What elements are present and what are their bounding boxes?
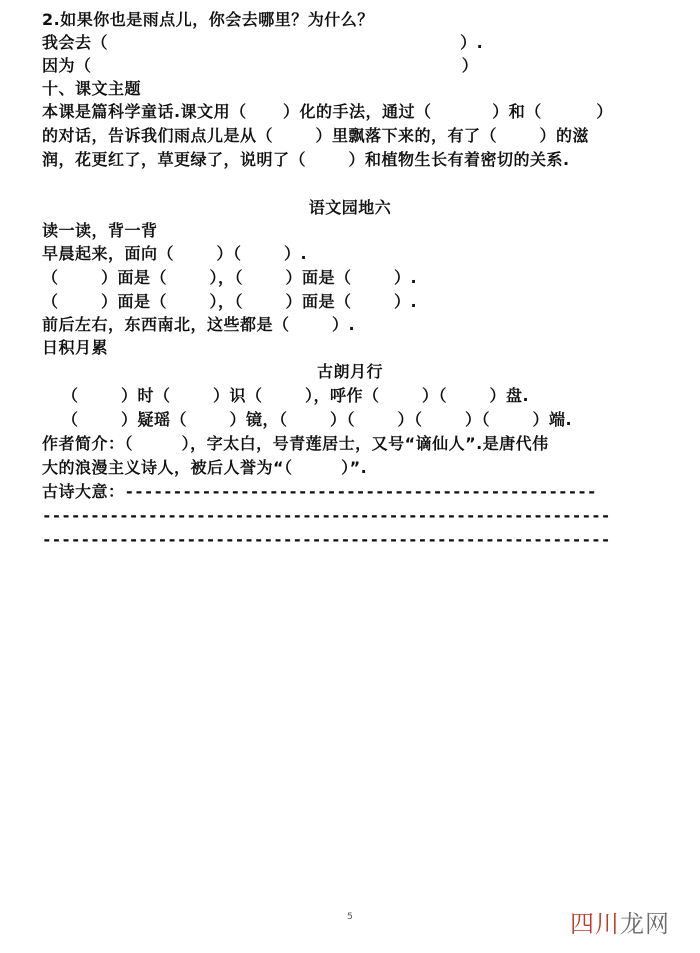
theme-line-2: 的对话，告诉我们雨点儿是从（ ）里飘落下来的，有了（ ）的滋 bbox=[42, 126, 589, 145]
daily-heading: 日积月累 bbox=[42, 338, 109, 357]
poem-line-2: （ ）疑瑶（ ）镜，（ ）（ ）（ ）（ ）端. bbox=[62, 410, 573, 429]
watermark-logo bbox=[570, 904, 670, 939]
garden-title: 语文园地六 bbox=[308, 198, 392, 217]
answer-line-wo-hui-qu: 我会去（ ）. bbox=[42, 33, 484, 52]
author-line-2: 大的浪漫主义诗人，被后人誉为“（ ）”. bbox=[42, 458, 368, 477]
poem-line-1: （ ）时（ ）识（ ），呼作（ ）（ ）盘. bbox=[62, 386, 530, 405]
read-line-1: 早晨起来，面向（ ）（ ）. bbox=[42, 244, 308, 263]
watermark-part-b: 龙网 bbox=[620, 910, 670, 938]
theme-line-3: 润，花更红了，草更绿了，说明了（ ）和植物生长有着密切的关系. bbox=[42, 150, 570, 169]
poem-title: 古朗月行 bbox=[316, 362, 383, 381]
read-line-4: 前后左右，东西南北，这些都是（ ）. bbox=[42, 315, 356, 334]
read-heading: 读一读，背一背 bbox=[42, 221, 158, 240]
author-line-1: 作者简介：（ ），字太白，号青莲居士，又号“谪仙人”.是唐代伟 bbox=[42, 434, 549, 453]
meaning-dashes-3: ----------------------------------------------------------- bbox=[42, 530, 611, 549]
meaning-label: 古诗大意： bbox=[42, 482, 125, 501]
meaning-dashes-1: ------------------------------------------------- bbox=[124, 482, 597, 501]
read-line-3: （ ）面是（ ），（ ）面是（ ）. bbox=[42, 292, 418, 311]
section-heading-ten: 十、课文主题 bbox=[42, 79, 142, 98]
page-number: 5 bbox=[347, 912, 353, 922]
meaning-dashes-2: ----------------------------------------------------------- bbox=[42, 506, 611, 525]
question-2: 2.如果你也是雨点儿，你会去哪里？为什么？ bbox=[42, 10, 374, 29]
watermark-part-a: 四川 bbox=[570, 910, 620, 938]
read-line-2: （ ）面是（ ），（ ）面是（ ）. bbox=[42, 268, 418, 287]
meaning-line bbox=[42, 482, 597, 502]
theme-line-1: 本课是篇科学童话.课文用（ ）化的手法，通过（ ）和（ ） bbox=[42, 102, 613, 121]
answer-line-yin-wei: 因为（ ） bbox=[42, 56, 479, 75]
